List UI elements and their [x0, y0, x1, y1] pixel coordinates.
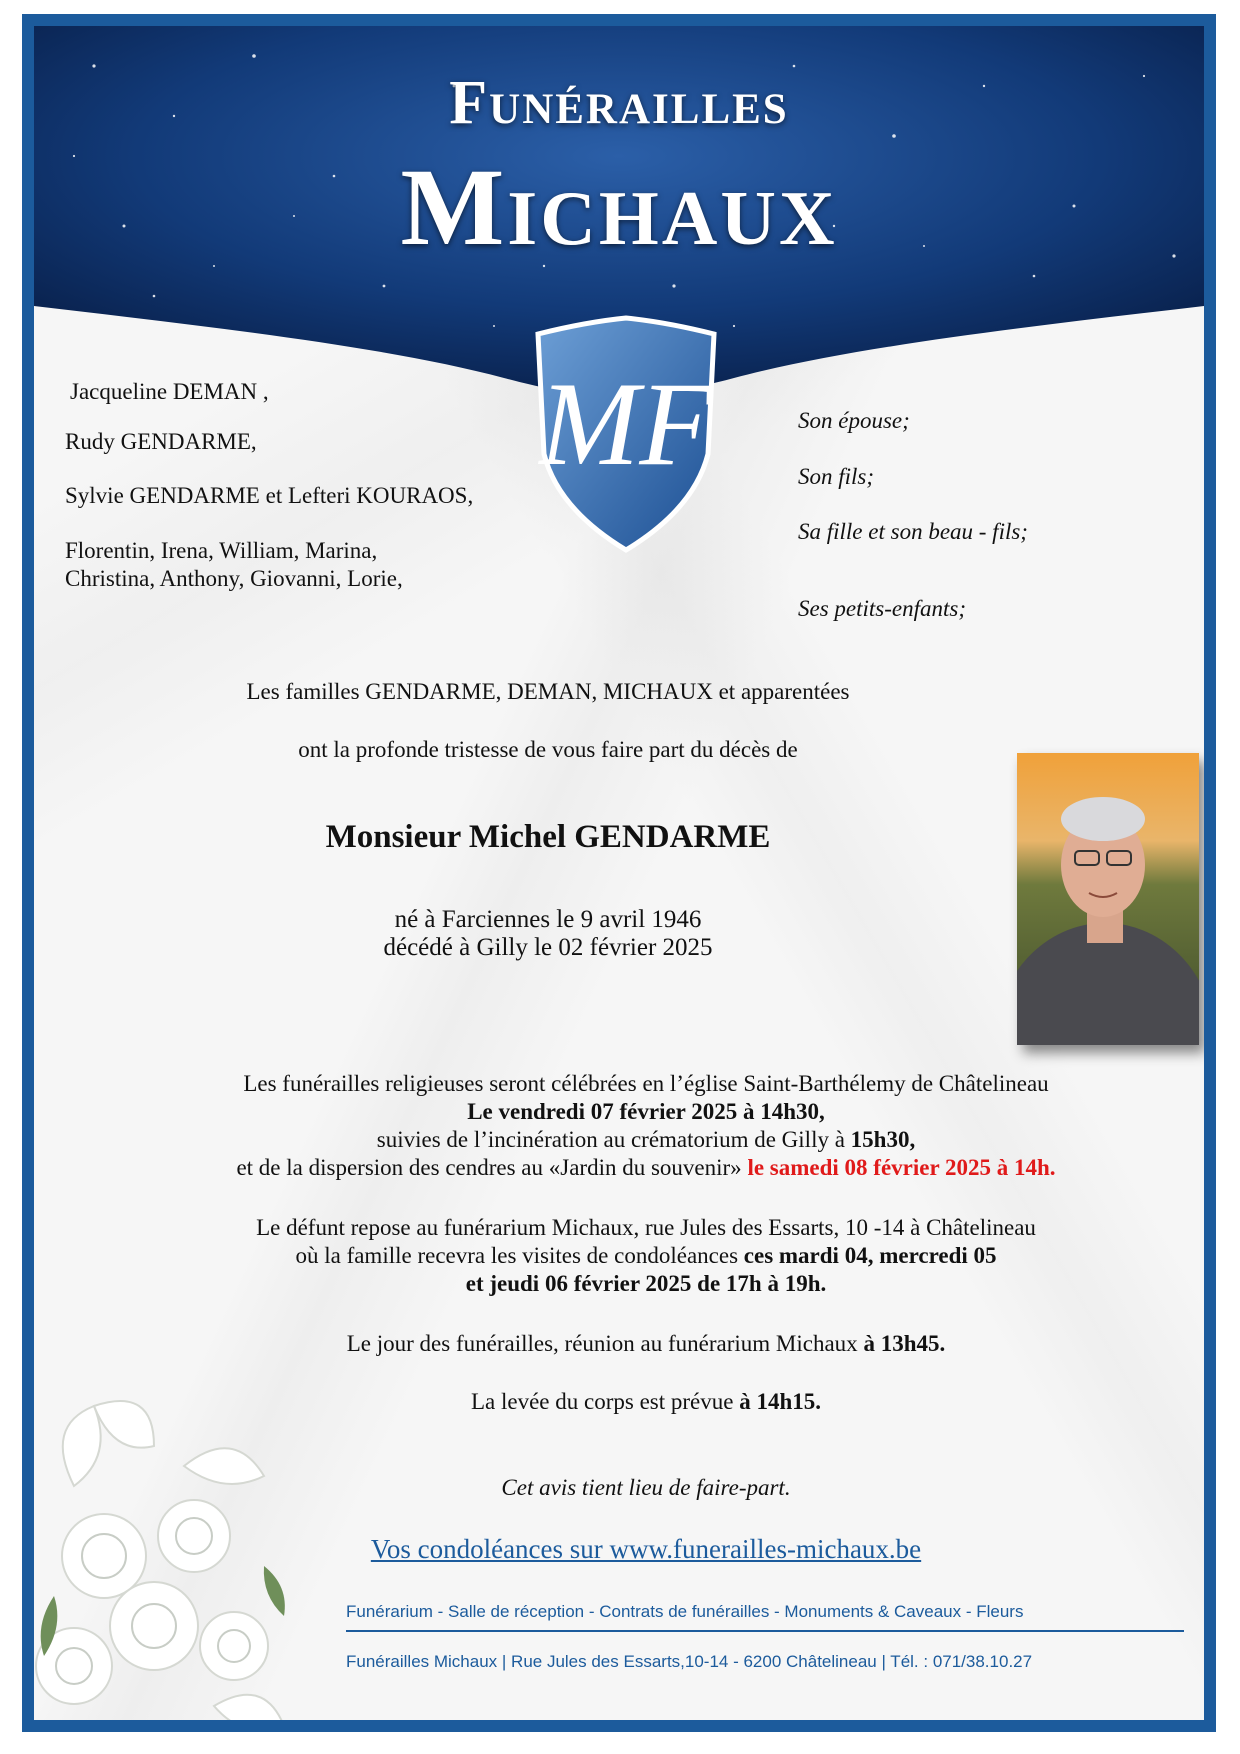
relation-4: Ses petits-enfants; — [798, 596, 966, 621]
relation-3: Sa fille et son beau - fils; — [798, 519, 1028, 544]
ceremony-church: Les funérailles religieuses seront célébrées en l’église Saint-Barthélemy de Châtelineau — [243, 1071, 1049, 1096]
meeting-text: Le jour des funérailles, réunion au funérarium Michaux — [346, 1331, 864, 1356]
ash-dispersion-date: le samedi 08 février 2025 à 14h. — [747, 1155, 1056, 1180]
ash-dispersion-line — [114, 1154, 1178, 1182]
footer-divider — [346, 1630, 1184, 1632]
footer-services: Funérarium - Salle de réception - Contrats de funérailles - Monuments & Caveaux - Fleurs — [346, 1602, 1024, 1621]
notice-note: Cet avis tient lieu de faire-part. — [501, 1475, 791, 1500]
portrait-photo — [1017, 753, 1199, 1045]
ash-dispersion-text: et de la dispersion des cendres au «Jardin du souvenir» — [236, 1155, 748, 1180]
cremation-text: suivies de l’incinération au crématorium de Gilly à — [376, 1127, 851, 1152]
logo-monogram: MF — [539, 357, 713, 490]
death-info: décédé à Gilly le 02 février 2025 — [383, 934, 713, 961]
cremation-time: 15h30, — [850, 1127, 916, 1152]
condolences-link[interactable]: Vos condoléances sur www.funerailles-michaux.be — [370, 1534, 922, 1564]
meeting-line — [114, 1330, 1178, 1358]
family-member-5: Christina, Anthony, Giovanni, Lorie, — [65, 566, 403, 591]
birth-info: né à Farciennes le 9 avril 1946 — [394, 906, 702, 933]
family-member-2: Rudy GENDARME, — [65, 429, 257, 454]
family-member-4: Florentin, Irena, William, Marina, — [65, 538, 378, 563]
family-member-3: Sylvie GENDARME et Lefteri KOURAOS, — [65, 483, 474, 508]
brand-line-1: Funérailles — [449, 69, 789, 137]
relation-2: Son fils; — [798, 464, 875, 489]
deceased-name: Monsieur Michel GENDARME — [325, 819, 771, 855]
page-frame — [22, 14, 1216, 1732]
family-member-1: Jacqueline DEMAN , — [70, 379, 269, 404]
visits-hours: et jeudi 06 février 2025 de 17h à 19h. — [465, 1271, 827, 1296]
mf-shield-logo — [526, 314, 726, 554]
relation-1: Son épouse; — [798, 408, 910, 433]
body-removal-time: à 14h15. — [739, 1389, 821, 1414]
announce-line-2: ont la profonde tristesse de vous faire part du décès de — [298, 737, 798, 762]
visits-text: où la famille recevra les visites de condoléances — [295, 1243, 744, 1268]
brand-line-2: Michaux — [400, 146, 838, 268]
cremation-line — [114, 1126, 1178, 1154]
announce-line-1: Les familles GENDARME, DEMAN, MICHAUX et apparentées — [246, 679, 850, 704]
ceremony-date: Le vendredi 07 février 2025 à 14h30, — [467, 1099, 825, 1124]
visits-days: ces mardi 04, mercredi 05 — [743, 1243, 997, 1268]
visits-line — [114, 1242, 1178, 1270]
body-removal-text: La levée du corps est prévue — [470, 1389, 740, 1414]
funerarium-location: Le défunt repose au funérarium Michaux, rue Jules des Essarts, 10 -14 à Châtelineau — [256, 1215, 1036, 1240]
footer-address: Funérailles Michaux | Rue Jules des Essarts,10-14 - 6200 Châtelineau | Tél. : 071/38.10.27 — [346, 1652, 1033, 1671]
meeting-time: à 13h45. — [863, 1331, 946, 1356]
